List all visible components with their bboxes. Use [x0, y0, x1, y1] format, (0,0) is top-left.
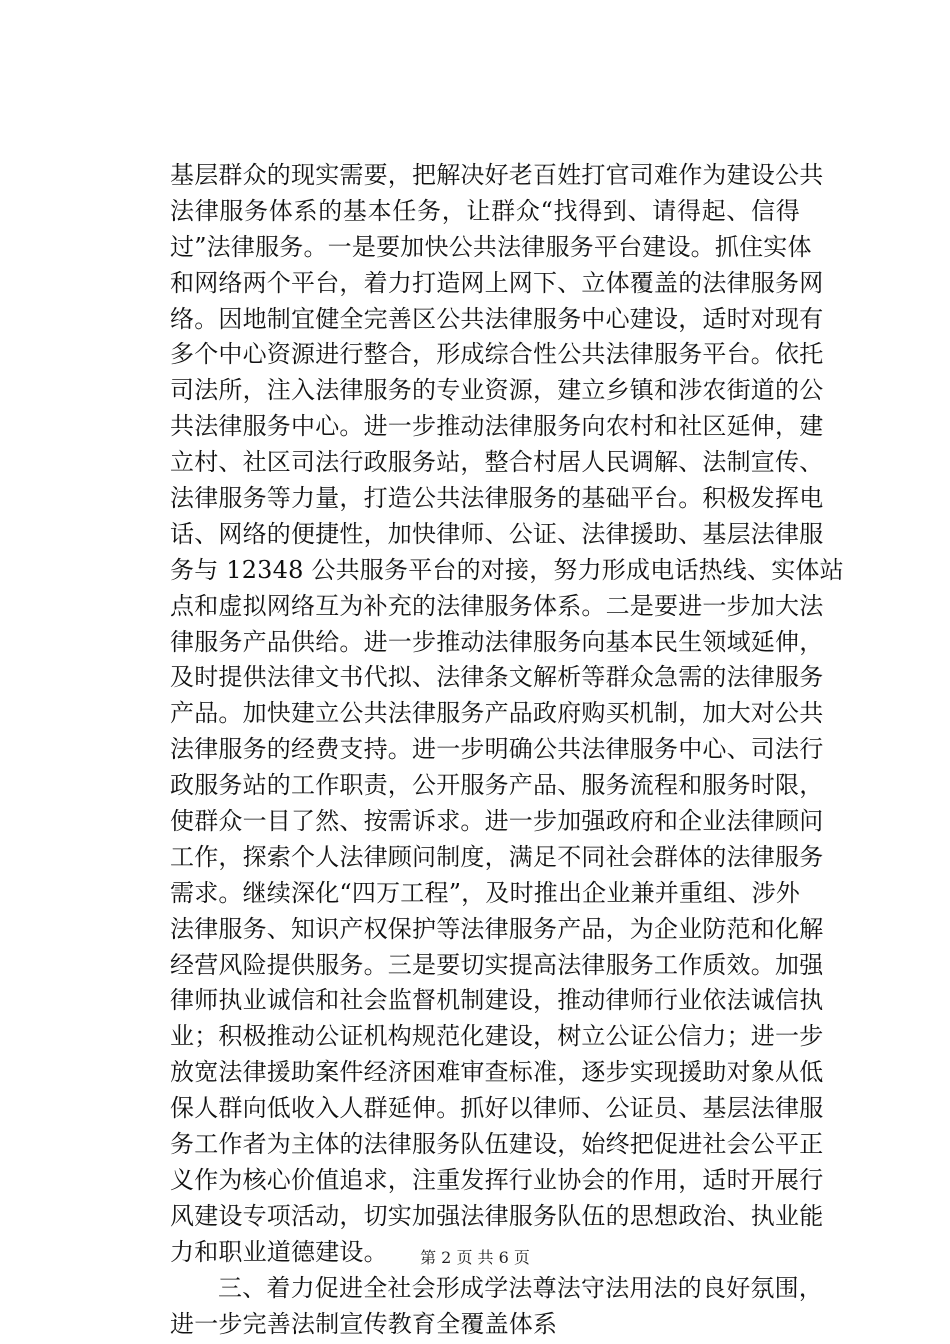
text-line: 法律服务等力量，打造公共法律服务的基础平台。积极发挥电: [170, 484, 824, 513]
text-line: 业；积极推动公证机构规范化建设，树立公证公信力；进一步: [170, 1022, 824, 1051]
text-line: 保人群向低收入人群延伸。抓好以律师、公证员、基层法律服: [170, 1094, 824, 1123]
text-line: 共法律服务中心。进一步推动法律服务向农村和社区延伸，建: [170, 412, 824, 441]
text-line: 政服务站的工作职责，公开服务产品、服务流程和服务时限，: [170, 771, 824, 800]
text-line: 法律服务的经费支持。进一步明确公共法律服务中心、司法行: [170, 735, 824, 764]
body-text: [170, 158, 844, 1342]
text-line: 经营风险提供服务。三是要切实提高法律服务工作质效。加强: [170, 950, 824, 979]
text-line: 司法所，注入法律服务的专业资源，建立乡镇和涉农街道的公: [170, 376, 824, 405]
text-line: 话、网络的便捷性，加快律师、公证、法律援助、基层法律服: [170, 519, 824, 548]
text-line: 风建设专项活动，切实加强法律服务队伍的思想政治、执业能: [170, 1201, 824, 1230]
text-line: 点和虚拟网络互为补充的法律服务体系。二是要进一步加大法: [170, 591, 824, 620]
text-line: 使群众一目了然、按需诉求。进一步加强政府和企业法律顾问: [170, 807, 824, 836]
text-line: 工作，探索个人法律顾问制度，满足不同社会群体的法律服务: [170, 842, 824, 871]
text-line: 义作为核心价值追求，注重发挥行业协会的作用，适时开展行: [170, 1165, 824, 1194]
text-line: 及时提供法律文书代拟、法律条文解析等群众急需的法律服务: [170, 663, 824, 692]
text-line: 放宽法律援助案件经济困难审查标准，逐步实现援助对象从低: [170, 1058, 824, 1087]
text-line: 律师执业诚信和社会监督机制建设，推动律师行业依法诚信执: [170, 986, 824, 1015]
text-line: 多个中心资源进行整合，形成综合性公共法律服务平台。依托: [170, 340, 824, 369]
text-line: 务工作者为主体的法律服务队伍建设，始终把促进社会公平正: [170, 1130, 824, 1159]
text-line: 法律服务、知识产权保护等法律服务产品，为企业防范和化解: [170, 914, 824, 943]
text-line: 务与 12348 公共服务平台的对接，努力形成电话热线、实体站: [170, 555, 844, 584]
text-line: 产品。加快建立公共法律服务产品政府购买机制，加大对公共: [170, 699, 824, 728]
page-number-footer: 第 2 页 共 6 页: [420, 1248, 530, 1267]
section-heading-continued: 进一步完善法制宣传教育全覆盖体系: [170, 1309, 558, 1338]
text-line: 律服务产品供给。进一步推动法律服务向基本民生领域延伸，: [170, 627, 824, 656]
text-line: 立村、社区司法行政服务站，整合村居人民调解、法制宣传、: [170, 448, 824, 477]
text-line: 力和职业道德建设。: [170, 1237, 388, 1266]
text-line: 和网络两个平台，着力打造网上网下、立体覆盖的法律服务网: [170, 268, 824, 297]
text-line: 法律服务体系的基本任务，让群众“找得到、请得起、信得: [170, 196, 800, 225]
text-line: 络。因地制宜健全完善区公共法律服务中心建设，适时对现有: [170, 304, 824, 333]
section-heading: 三、着力促进全社会形成学法尊法守法用法的良好氛围，: [218, 1273, 823, 1302]
text-line: 基层群众的现实需要，把解决好老百姓打官司难作为建设公共: [170, 161, 824, 189]
text-line: 过”法律服务。一是要加快公共法律服务平台建设。抓住实体: [170, 232, 812, 261]
text-line: 需求。继续深化“四万工程”，及时推出企业兼并重组、涉外: [170, 878, 800, 907]
